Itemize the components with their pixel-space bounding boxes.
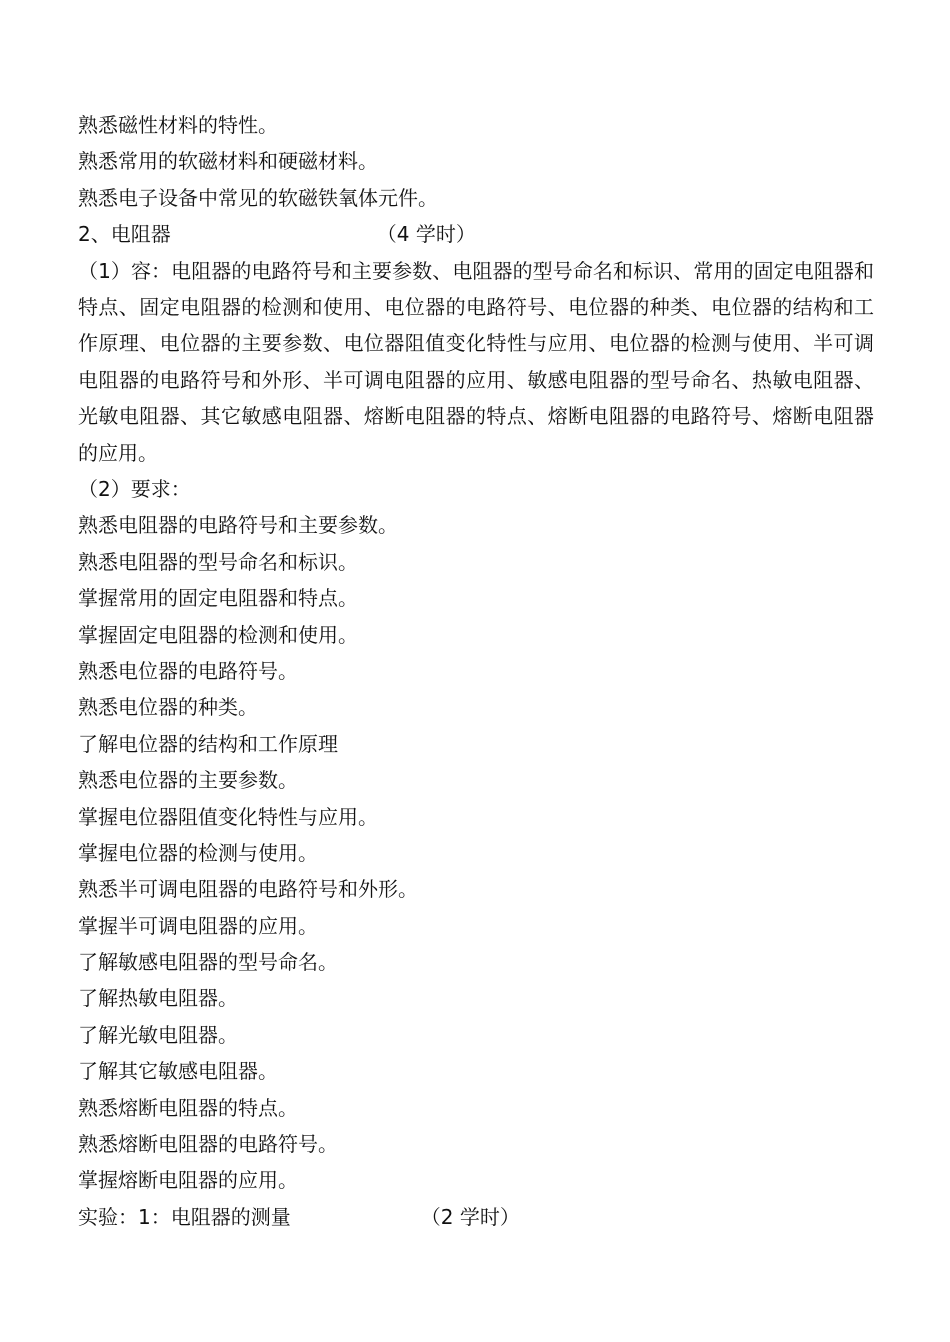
list-item: 掌握熔断电阻器的应用。 xyxy=(78,1168,298,1193)
list-item: 熟悉电阻器的型号命名和标识。 xyxy=(78,549,358,574)
list-item: 了解光敏电阻器。 xyxy=(78,1022,238,1047)
requirements-list xyxy=(78,507,878,1198)
experiment-heading xyxy=(78,1199,878,1235)
text-line: 熟悉磁性材料的特性。 xyxy=(78,113,278,137)
list-item: 了解敏感电阻器的型号命名。 xyxy=(78,950,338,975)
list-item: 了解热敏电阻器。 xyxy=(78,986,238,1011)
list-item: 掌握电位器阻值变化特性与应用。 xyxy=(78,804,378,829)
list-item: 熟悉电位器的种类。 xyxy=(78,695,258,720)
text-line: 熟悉电子设备中常见的软磁铁氧体元件。 xyxy=(78,185,438,210)
list-item: 熟悉熔断电阻器的电路符号。 xyxy=(78,1132,338,1157)
experiment-hours: （2 学时） xyxy=(420,1204,520,1229)
list-item: 熟悉电位器的主要参数。 xyxy=(78,768,298,793)
list-item: 熟悉电位器的电路符号。 xyxy=(78,658,298,683)
requirements-heading: （2）要求： xyxy=(78,477,191,501)
list-item: 掌握电位器的检测与使用。 xyxy=(78,840,318,865)
experiment-title: 实验：1：电阻器的测量 xyxy=(78,1204,291,1229)
section-hours: （4 学时） xyxy=(376,222,476,247)
text-line: 熟悉常用的软磁材料和硬磁材料。 xyxy=(78,149,378,174)
list-item: 掌握固定电阻器的检测和使用。 xyxy=(78,622,358,647)
list-item: 掌握常用的固定电阻器和特点。 xyxy=(78,586,358,611)
section-title: 2、电阻器 xyxy=(78,222,171,247)
list-item: 了解其它敏感电阻器。 xyxy=(78,1059,278,1084)
section-heading-resistor xyxy=(78,216,878,252)
list-item: 熟悉熔断电阻器的特点。 xyxy=(78,1095,298,1120)
document-body xyxy=(78,107,878,1235)
list-item: 熟悉电阻器的电路符号和主要参数。 xyxy=(78,513,398,538)
content-paragraph: （1）容：电阻器的电路符号和主要参数、电阻器的型号命名和标识、常用的固定电阻器和特点、固定电阻器的检测和使用、电位器的电路符号、电位器的种类、电位器的结构和工作原理、电位器的主要参数、电位器阻值变化特性与应用、电位器的检测与使用、半可调电阻器的电路符号和外形、半可调电阻器的应用、敏感电阻器的型号命名、热敏电阻器、光敏电阻器、其它敏感电阻器、熔断电阻器的特点、熔断电阻器的电路符号、熔断电阻器的应用。 xyxy=(78,258,874,465)
list-item: 掌握半可调电阻器的应用。 xyxy=(78,913,318,938)
list-item: 了解电位器的结构和工作原理 xyxy=(78,731,338,756)
list-item: 熟悉半可调电阻器的电路符号和外形。 xyxy=(78,877,418,902)
